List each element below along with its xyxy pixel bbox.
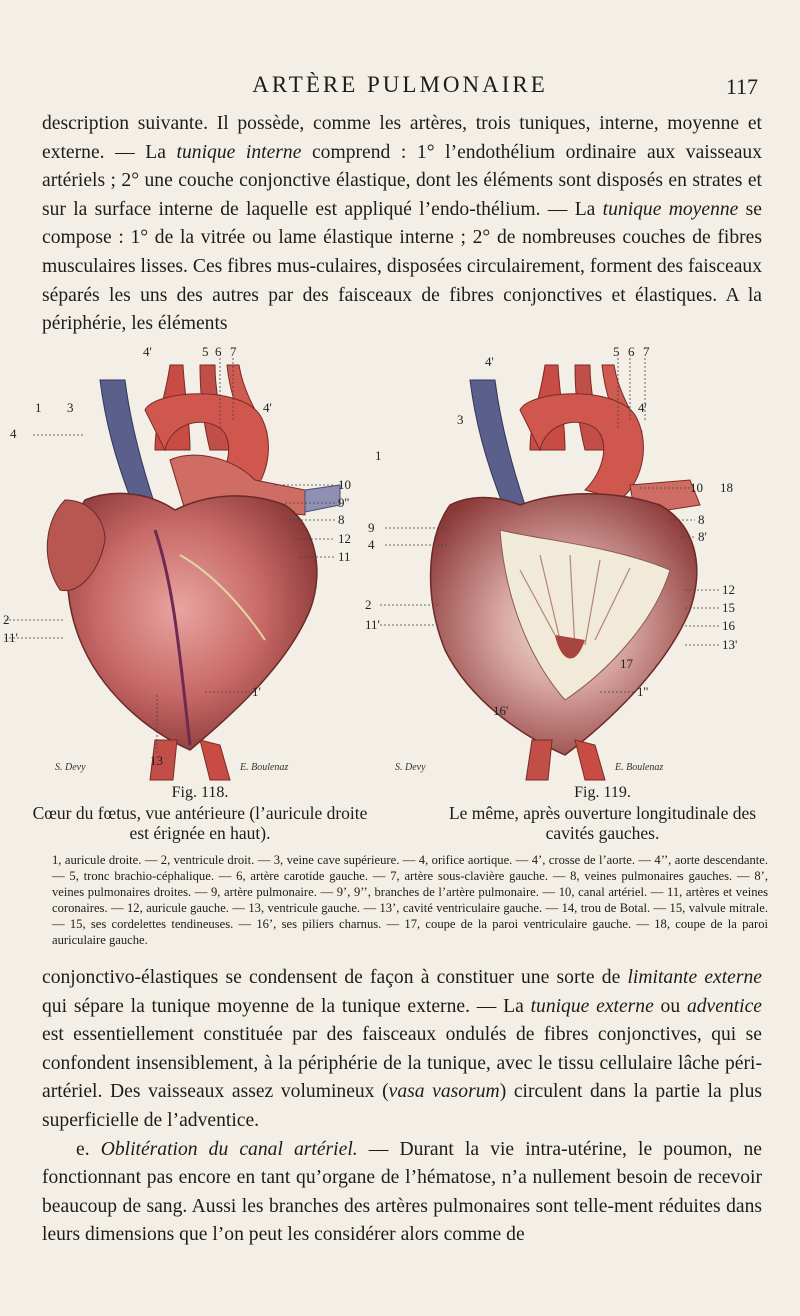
figure-118-title: Fig. 118. (171, 784, 229, 801)
label-1: 1 (375, 448, 382, 463)
label-1doubleprime: 1'' (637, 684, 649, 699)
label-11prime: 11' (365, 617, 380, 632)
label-13prime: 13' (722, 637, 738, 652)
italic-term: limitante externe (627, 967, 762, 988)
label-12: 12 (338, 531, 351, 546)
superior-vena-cava (100, 380, 155, 510)
text-run: comprend : 1° l’endothélium ordinaire aux vaisseaux artériels ; 2° une couche conjonctive élastique, dont les éléments sont disposés en strates et sur la surface interne de laquelle est appliqué l’endo-thélium. — La (42, 141, 762, 220)
heart-illustration-118 (5, 340, 390, 780)
label-5: 5 (613, 344, 620, 359)
engraver-signature: S. Devy (55, 762, 86, 773)
label-3: 3 (67, 400, 74, 415)
figure-119-caption-block (430, 783, 775, 843)
label-11: 11 (338, 549, 351, 564)
label-7: 7 (643, 344, 650, 359)
label-3: 3 (457, 412, 464, 427)
label-7: 7 (230, 344, 237, 359)
page-header (0, 72, 800, 98)
pulmonary-veins (305, 485, 340, 512)
label-15: 15 (722, 600, 735, 615)
text-run: — Durant la vie intra-utérine, le poumon, ne fonctionnant pas encore en tant qu’organe de l’hématose, n’a nullement besoin de recevoir beaucoup de sang. Aussi les branches des artères pulmonaires sont telle-ment réduites dans leurs dimensions que l’on peut les considérer alors comme de (42, 1138, 762, 1246)
label-12: 12 (722, 582, 735, 597)
artist-signature: E. Boulenaz (615, 762, 664, 773)
italic-term: tunique interne (176, 141, 302, 163)
superior-vena-cava (470, 380, 525, 510)
text-run: conjonctivo-élastiques se condensent de façon à constituer une sorte de (42, 967, 628, 988)
italic-term: tunique moyenne (602, 198, 739, 220)
page-number: 117 (725, 74, 758, 99)
label-1prime: 1' (252, 684, 261, 699)
label-4prime-b: 4' (638, 400, 647, 415)
text-run: ) circulent dans la partie la plus superficielle de l’adventice. (42, 1081, 762, 1131)
figure-legend: 1, auricule droite. — 2, ventricule droit. — 3, veine cave supérieure. — 4, orifice aortique. — 4’, crosse de l’aorte. — 4’’, aorte descendante. — 5, tronc brachio-céphalique. — 6, artère carotide gauche. — 7, artère sous-clavière gauche. — 8, veines pulmonaires gauches. — 8’, veines pulmonaires droites. — 9, artère pulmonaire. — 9’, 9’’, branches de l’artère pulmonaire. — 10, canal artériel. — 11, artères et veines coronaires. — 12, auricule gauche. — 13, ventricule gauche. — 13’, cavité ventriculaire gauche. — 14, trou de Botal. — 15, valvule mitrale. — 15, ses cordelettes tendineuses. — 16’, ses piliers charnus. — 17, coupe de la paroi ventriculaire gauche. — 18, coupe de la paroi auriculaire gauche. (52, 853, 768, 947)
text-run: ou (653, 995, 687, 1017)
engraver-signature: S. Devy (395, 762, 426, 773)
label-6: 6 (628, 344, 635, 359)
label-9: 9 (368, 520, 375, 535)
label-6: 6 (215, 344, 222, 359)
label-17: 17 (620, 656, 633, 671)
figure-119-illustration (360, 340, 780, 780)
label-13: 13 (150, 753, 163, 768)
label-18: 18 (720, 480, 733, 495)
label-4prime: 4' (143, 344, 152, 359)
inferior-vessel (200, 740, 230, 780)
label-4: 4 (10, 426, 17, 441)
label-5: 5 (202, 344, 209, 359)
label-4prime: 4' (485, 354, 494, 369)
label-16prime: 16' (493, 703, 509, 718)
label-4prime-b: 4' (263, 400, 272, 415)
heart-illustration-119 (360, 340, 780, 780)
italic-term: adventice (686, 995, 763, 1017)
label-2: 2 (365, 597, 372, 612)
figure-119-caption: Le même, après ouverture longitudinale des cavités gauches. (448, 803, 757, 843)
text-run: description suivante. Il possède, comme les artères, trois tuniques, interne, moyenne et externe. — La (42, 113, 762, 163)
label-10: 10 (690, 480, 703, 495)
label-1: 1 (35, 400, 42, 415)
section-marker: e. (76, 1138, 101, 1160)
descending-aorta (526, 740, 552, 780)
section-heading: Oblitération du canal artériel. (100, 1138, 358, 1160)
figure-118-illustration (5, 340, 390, 780)
label-11prime: 11' (3, 630, 18, 645)
italic-term: tunique externe (530, 995, 654, 1017)
label-4: 4 (368, 537, 375, 552)
figure-119-title: Fig. 119. (574, 784, 631, 801)
figure-118-caption-block (30, 783, 370, 843)
figure-118-caption: Cœur du fœtus, vue antérieure (l’auricule droite est érignée en haut). (32, 803, 368, 843)
paragraph-2 (42, 964, 762, 1250)
text-run: est essentiellement constituée par des faisceaux ondulés de fibres conjonctives, qui se confondent insensiblement, à la périphérie de la tunique, avec le tissu cellulaire lâche péri-artériel. Des vaisseaux assez volumineux ( (42, 1024, 762, 1103)
label-9: 9'' (338, 495, 350, 510)
inferior-vessel (575, 740, 605, 780)
running-title: ARTÈRE PULMONAIRE (252, 72, 548, 97)
label-16: 16 (722, 618, 735, 633)
text-run: qui sépare la tunique moyenne de la tunique externe. — La (42, 995, 531, 1017)
aortic-arch (520, 394, 643, 500)
label-8: 8 (338, 512, 345, 527)
text-run: se compose : 1° de la vitrée ou lame élastique interne ; 2° de nombreuses couches de fibres musculaires lisses. Ces fibres mus-culaires, disposées circulairement, forment des faisceaux séparés les uns des autres par des faisceaux de fibres conjonctives et élastiques. A la périphérie, les éléments (42, 198, 762, 335)
label-2: 2 (3, 612, 10, 627)
label-8: 8 (698, 512, 705, 527)
italic-term: vasa vasorum (388, 1081, 500, 1103)
label-10: 10 (338, 477, 351, 492)
paragraph-1 (42, 110, 762, 339)
label-8prime: 8' (698, 529, 707, 544)
artist-signature: E. Boulenaz (240, 762, 289, 773)
